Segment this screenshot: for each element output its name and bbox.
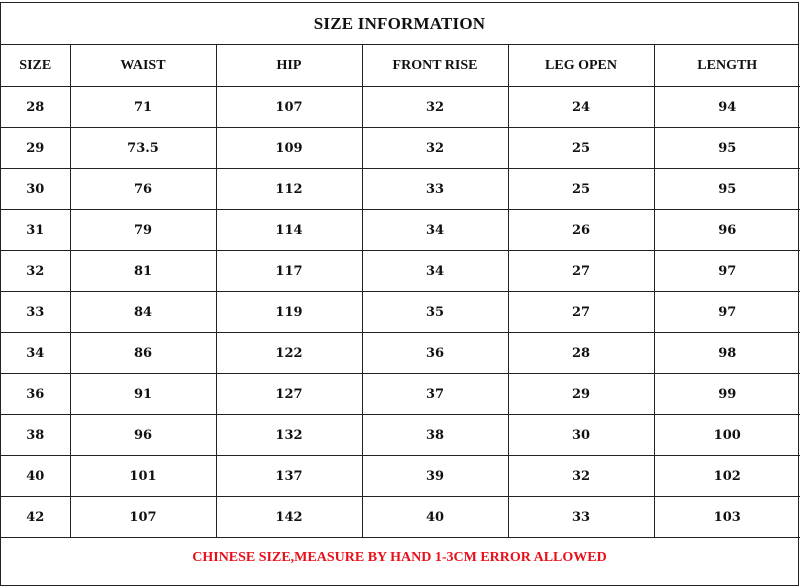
table-row: [1, 456, 800, 497]
cell-length: 97: [654, 292, 800, 333]
measurement-note: CHINESE SIZE,MEASURE BY HAND 1-3CM ERROR ALLOWED: [192, 550, 607, 565]
size-chart: [0, 2, 799, 586]
table-row: [1, 415, 800, 456]
cell-length: 100: [654, 415, 800, 456]
size-table: [1, 45, 800, 538]
table-row: [1, 497, 800, 538]
cell-waist: 86: [70, 333, 216, 374]
cell-waist: 76: [70, 169, 216, 210]
cell-length: 95: [654, 169, 800, 210]
cell-waist: 91: [70, 374, 216, 415]
header-hip: HIP: [216, 45, 362, 87]
table-row: [1, 128, 800, 169]
cell-waist: 84: [70, 292, 216, 333]
cell-length: 99: [654, 374, 800, 415]
cell-waist: 107: [70, 497, 216, 538]
cell-front-rise: 32: [362, 128, 508, 169]
cell-leg-open: 25: [508, 169, 654, 210]
cell-size: 30: [1, 169, 70, 210]
cell-hip: 132: [216, 415, 362, 456]
cell-leg-open: 24: [508, 87, 654, 128]
header-size: SIZE: [1, 45, 70, 87]
table-row: [1, 333, 800, 374]
table-row: [1, 292, 800, 333]
cell-front-rise: 37: [362, 374, 508, 415]
cell-leg-open: 25: [508, 128, 654, 169]
header-row: [1, 45, 800, 87]
cell-hip: 142: [216, 497, 362, 538]
table-row: [1, 251, 800, 292]
cell-leg-open: 27: [508, 292, 654, 333]
cell-front-rise: 36: [362, 333, 508, 374]
cell-waist: 71: [70, 87, 216, 128]
cell-hip: 122: [216, 333, 362, 374]
cell-size: 34: [1, 333, 70, 374]
cell-front-rise: 34: [362, 251, 508, 292]
table-row: [1, 374, 800, 415]
cell-size: 29: [1, 128, 70, 169]
cell-size: 36: [1, 374, 70, 415]
cell-hip: 127: [216, 374, 362, 415]
cell-front-rise: 39: [362, 456, 508, 497]
cell-hip: 112: [216, 169, 362, 210]
cell-leg-open: 29: [508, 374, 654, 415]
cell-hip: 117: [216, 251, 362, 292]
cell-size: 33: [1, 292, 70, 333]
table-row: [1, 87, 800, 128]
cell-leg-open: 30: [508, 415, 654, 456]
cell-front-rise: 33: [362, 169, 508, 210]
cell-waist: 101: [70, 456, 216, 497]
table-row: [1, 169, 800, 210]
cell-length: 96: [654, 210, 800, 251]
cell-waist: 73.5: [70, 128, 216, 169]
cell-size: 40: [1, 456, 70, 497]
cell-hip: 137: [216, 456, 362, 497]
cell-length: 98: [654, 333, 800, 374]
cell-leg-open: 27: [508, 251, 654, 292]
cell-waist: 96: [70, 415, 216, 456]
cell-size: 28: [1, 87, 70, 128]
cell-length: 103: [654, 497, 800, 538]
cell-front-rise: 40: [362, 497, 508, 538]
cell-size: 42: [1, 497, 70, 538]
chart-title: SIZE INFORMATION: [1, 3, 798, 45]
cell-front-rise: 38: [362, 415, 508, 456]
cell-front-rise: 35: [362, 292, 508, 333]
cell-hip: 107: [216, 87, 362, 128]
cell-length: 102: [654, 456, 800, 497]
header-front-rise: FRONT RISE: [362, 45, 508, 87]
cell-size: 31: [1, 210, 70, 251]
cell-front-rise: 34: [362, 210, 508, 251]
cell-leg-open: 26: [508, 210, 654, 251]
cell-leg-open: 33: [508, 497, 654, 538]
cell-size: 38: [1, 415, 70, 456]
header-length: LENGTH: [654, 45, 800, 87]
header-leg-open: LEG OPEN: [508, 45, 654, 87]
header-waist: WAIST: [70, 45, 216, 87]
table-row: [1, 210, 800, 251]
cell-size: 32: [1, 251, 70, 292]
cell-leg-open: 28: [508, 333, 654, 374]
cell-hip: 109: [216, 128, 362, 169]
cell-hip: 114: [216, 210, 362, 251]
cell-waist: 79: [70, 210, 216, 251]
cell-front-rise: 32: [362, 87, 508, 128]
cell-length: 95: [654, 128, 800, 169]
cell-length: 94: [654, 87, 800, 128]
cell-length: 97: [654, 251, 800, 292]
cell-waist: 81: [70, 251, 216, 292]
cell-leg-open: 32: [508, 456, 654, 497]
cell-hip: 119: [216, 292, 362, 333]
